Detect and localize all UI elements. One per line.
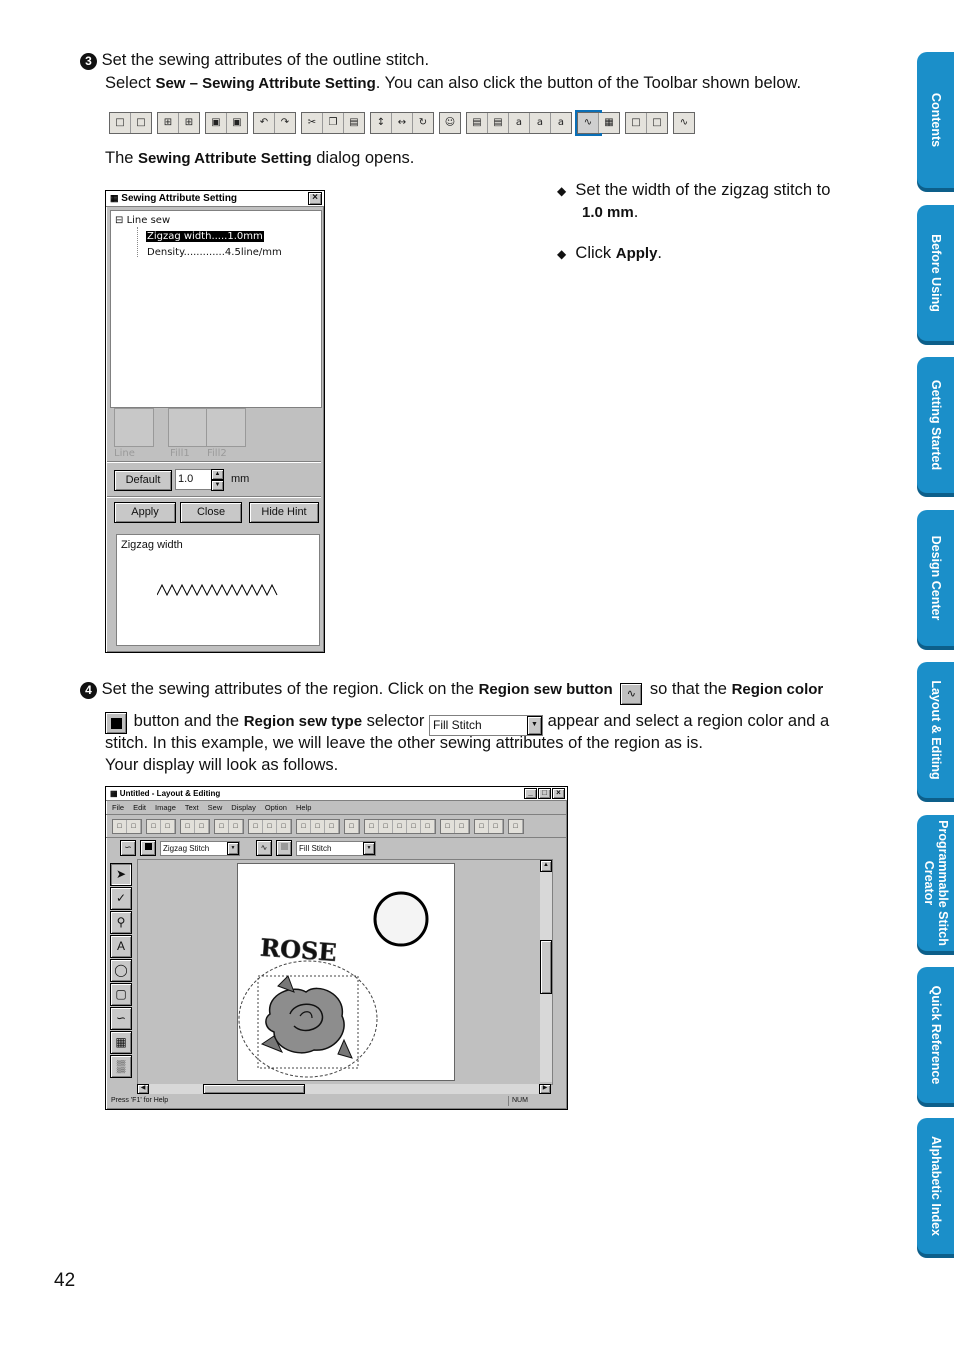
export-icon: ⊞ [179,113,199,133]
tree-root-label: Line sew [126,215,171,226]
preview-icon[interactable]: □ [475,820,489,833]
save-as-icon: ▣ [227,113,247,133]
side-tab-label: Layout & Editing [928,680,943,780]
design-canvas [238,864,454,1080]
minimize-icon[interactable]: _ [524,788,537,799]
new-icon[interactable]: □ [113,820,127,833]
paste-icon[interactable]: □ [277,820,291,833]
save-icon: ▣ [206,113,227,133]
step4-l1-pre: Set the sewing attributes of the region. Click on the [101,680,479,698]
step4-l2-mid: selector [362,712,429,730]
outline-tool-icon[interactable]: ▢ [110,983,132,1006]
app-toolbar-group [112,819,142,834]
swatch-label-line: Line [114,448,135,459]
toolbar-group [625,112,668,134]
app-toolbar-group [296,819,340,834]
h-scroll-thumb[interactable] [203,1084,305,1094]
rotate-icon[interactable]: □ [325,820,339,833]
toolbar-group [109,112,152,134]
side-tab-label: Getting Started [928,379,943,471]
fill2-color-swatch[interactable] [206,408,246,447]
copy-icon[interactable]: □ [263,820,277,833]
import-icon[interactable]: □ [147,820,161,833]
toolbar-group [205,112,248,134]
zigzag-value: 1.0 mm [582,204,634,221]
step-number-3: 3 [80,53,97,70]
toolbar-group [253,112,296,134]
fill1-color-swatch[interactable] [168,408,208,447]
toolbar-group [439,112,461,134]
status-help-text: Press 'F1' for Help [111,1097,169,1104]
side-tab-label: Alphabetic Index [928,1135,943,1237]
side-tab-alphabetic-index[interactable] [917,1118,954,1254]
sewing-order-icon: ▦ [599,113,619,133]
toolbar-group [157,112,200,134]
stamp-tool-icon[interactable]: ∽ [110,1007,132,1030]
text-arrange-icon[interactable]: □ [365,820,379,833]
app-toolbar-group [508,819,524,834]
step3-line3-pre: The [105,149,139,167]
bullet-1 [557,179,830,202]
paste-icon: ▤ [344,113,364,133]
menu-help[interactable]: Help [295,803,312,812]
wizard-icon[interactable]: □ [345,820,359,833]
text-tool-icon[interactable]: A [110,935,132,958]
text-abc2-icon: a [551,113,571,133]
tool-palette [110,863,134,1078]
region-sew-type-label: Region sew type [243,713,363,730]
tree-item-density[interactable]: Density.............4.5line/mm [147,247,282,258]
import-icon: ⊞ [158,113,179,133]
mirror-v-icon: ↕ [371,113,392,133]
vertical-scrollbar[interactable] [540,860,552,1082]
app-title: Untitled - Layout & Editing [119,789,221,798]
toolbar-group [466,112,572,134]
unit-label: mm [231,473,250,485]
preview-icon: □ [626,113,647,133]
close-button[interactable]: Close [180,502,242,523]
circle-shape[interactable] [375,893,427,945]
app-toolbar-group [474,819,504,834]
app-titlebar [106,787,567,801]
divider [107,496,321,498]
region-color-icon [105,712,127,734]
zigzag-width-stepper[interactable] [211,469,224,490]
apply-label: Apply [615,245,658,262]
open-icon: □ [131,113,151,133]
zoom-tool-icon[interactable]: ⚲ [110,911,132,934]
sewing-attribute-dialog [105,190,325,653]
dialog-title: Sewing Attribute Setting [121,193,238,204]
step3-line3-post: dialog opens. [311,149,415,167]
close-icon[interactable]: × [308,192,322,205]
measure-tool-icon[interactable]: ▒ [110,1055,132,1078]
redo-icon[interactable]: □ [229,820,243,833]
rose-text[interactable]: ROSE [259,932,338,967]
dropdown-arrow-icon: ▼ [527,716,542,735]
swatch-label-fill1: Fill1 [170,448,190,459]
toolbar-group [370,112,434,134]
save-as-icon[interactable]: □ [195,820,209,833]
region-sew-type-select[interactable] [296,841,376,856]
swatch-label-fill2: Fill2 [207,448,227,459]
step3-line2 [105,72,801,95]
menu-file[interactable]: File [112,803,125,812]
step4-l2-pre: button and the [129,712,244,730]
menu-image[interactable]: Image [155,803,176,812]
side-tab-layout-editing[interactable] [917,662,954,798]
select-tool-icon[interactable]: ➤ [110,863,132,886]
step3-line3 [105,147,414,170]
toolbar-group [301,112,365,134]
copy-icon: ❐ [323,113,344,133]
step4-l1-post: so that the [645,680,732,698]
step3-line2-post: . You can also click the button of the Toolbar shown below. [375,74,802,92]
manual-punch-tool-icon[interactable]: ▦ [110,1031,132,1054]
diamond-icon: ◆ [557,184,567,198]
diamond-icon: ◆ [557,247,567,261]
toolbar-group [673,112,695,134]
close-icon[interactable]: × [552,788,565,799]
hide-hint-button[interactable]: Hide Hint [249,502,319,523]
step4-line4: Your display will look as follows. [105,756,339,774]
zigzag-preview-icon [157,583,282,597]
mirror-v-icon[interactable]: □ [297,820,311,833]
bullet-1-period: . [633,203,639,221]
bullet-2-text: Click [575,244,616,262]
sew-attribute-bar [106,838,567,858]
divider [107,461,321,463]
scroll-thumb[interactable] [540,940,552,994]
rotate-icon: ↻ [413,113,433,133]
tree-item-zigzag-width[interactable]: Zigzag width.....1.0mm [147,231,263,242]
dialog-name: Sewing Attribute Setting [138,150,312,167]
app-toolbar-group [364,819,436,834]
stitch-simulator-icon: ∿ [674,113,694,133]
scroll-left-icon[interactable]: ◀ [137,1084,149,1094]
region-sew-button-label: Region sew button [478,681,613,698]
line-color-swatch[interactable] [114,408,154,447]
dropdown-arrow-icon[interactable]: ▼ [363,842,375,855]
horizontal-scrollbar[interactable] [137,1084,551,1094]
design-page[interactable] [237,863,455,1081]
text-arrange-icon: ▤ [467,113,488,133]
dialog-app-icon: ▦ [110,193,119,203]
undo-icon: ↶ [254,113,275,133]
text-fit-icon: ▤ [488,113,509,133]
save-icon[interactable]: □ [181,820,195,833]
region-sew-icon[interactable]: ∿ [256,840,272,856]
app-toolbar-group [214,819,244,834]
page-number: 42 [54,1270,76,1291]
hint-panel [116,534,320,646]
side-tab-programmable-stitch-creator[interactable] [917,815,954,951]
scroll-up-icon[interactable]: ▲ [540,860,552,872]
dialog-titlebar [106,191,324,207]
sewing-attribute-icon: ∿ [578,113,599,133]
step3-line2-pre: Select [105,74,156,92]
step4-line1 [80,678,823,705]
side-tab-label: Contents [928,92,943,148]
undo-icon[interactable]: □ [215,820,229,833]
wizard-icon: ☺ [440,113,460,133]
region-select-value: Fill Stitch [299,843,332,853]
toolbar [109,112,700,134]
stitch-simulator-icon[interactable]: □ [509,820,523,833]
menu-sew[interactable]: Sew [207,803,223,812]
menu-path: Sew – Sewing Attribute Setting [155,75,376,92]
cut-icon: ✂ [302,113,323,133]
menu-edit[interactable]: Edit [133,803,147,812]
line-color-icon[interactable] [140,840,156,856]
spin-up-icon[interactable]: ▲ [211,469,224,480]
app-toolbar-group [146,819,176,834]
tree-root[interactable] [115,215,170,226]
realistic-preview-icon: □ [647,113,667,133]
bullet-1-text: Set the width of the zigzag stitch to [575,181,831,199]
apply-button[interactable]: Apply [114,502,176,523]
side-tab-label: Quick Reference [928,985,943,1085]
region-sew-icon: ∿ [620,683,642,705]
select-value: Fill Stitch [433,718,482,732]
scroll-right-icon[interactable]: ▶ [539,1084,551,1094]
open-icon[interactable]: □ [127,820,141,833]
mirror-h-icon[interactable]: □ [311,820,325,833]
app-toolbar-group [248,819,292,834]
layout-editing-window [105,786,568,1110]
step3-line1: Set the sewing attributes of the outline stitch. [101,51,430,69]
region-color-icon[interactable] [276,840,292,856]
app-toolbar-group [344,819,360,834]
mirror-h-icon: ↔ [392,113,413,133]
menu-option[interactable]: Option [264,803,287,812]
rose-image[interactable] [262,976,352,1058]
step-number-4: 4 [80,682,97,699]
side-tab-label: Before Using [928,234,943,312]
collapse-icon[interactable]: ⊟ [115,215,124,226]
text-outline-icon: a [530,113,551,133]
app-toolbar-group [180,819,210,834]
menu-bar [106,801,567,814]
text-fit-icon[interactable]: □ [379,820,393,833]
spin-down-icon[interactable]: ▼ [211,480,224,491]
maximize-icon[interactable]: □ [538,788,551,799]
side-tab-quick-reference[interactable] [917,967,954,1103]
sewing-attribute-icon[interactable]: □ [441,820,455,833]
bullet-2-period: . [657,244,663,262]
app-toolbar [106,814,567,838]
zigzag-width-input[interactable]: 1.0 [175,469,213,490]
shape-tool-icon[interactable]: ◯ [110,959,132,982]
side-tab-design-center[interactable] [917,510,954,646]
status-num: NUM [508,1096,528,1106]
side-tab-label: Programmable Stitch Creator [921,820,950,946]
menu-text[interactable]: Text [184,803,199,812]
point-edit-tool-icon[interactable]: ✓ [110,887,132,910]
line-select-value: Zigzag Stitch [163,843,210,853]
line-sew-icon[interactable]: ∽ [120,840,136,856]
menu-display[interactable]: Display [231,803,256,812]
cut-icon[interactable]: □ [249,820,263,833]
app-icon: ▦ [110,789,118,798]
dropdown-arrow-icon[interactable]: ▼ [227,842,239,855]
default-button[interactable]: Default [114,470,172,491]
text-abc2-icon[interactable]: □ [421,820,435,833]
line-sew-type-select[interactable] [160,841,240,856]
text-abc-icon: a [509,113,530,133]
bullet-1-value [582,201,638,224]
side-tab-label: Design Center [928,535,943,621]
realistic-preview-icon[interactable]: □ [489,820,503,833]
sewing-order-icon[interactable]: □ [455,820,469,833]
status-bar [108,1096,563,1106]
attribute-tree [110,210,322,408]
new-icon: □ [110,113,131,133]
step4-l2-post: appear and select a region color and a [543,712,830,730]
work-area [137,859,553,1085]
redo-icon: ↷ [275,113,295,133]
text-abc-icon[interactable]: □ [393,820,407,833]
region-color-label: Region color [731,681,824,698]
tree-line [137,227,139,257]
step3-heading [80,49,429,71]
bullet-2 [557,242,662,265]
side-tab-before-using[interactable] [917,205,954,341]
toolbar-group [577,112,620,134]
text-outline-icon[interactable]: □ [407,820,421,833]
hint-title: Zigzag width [121,539,183,551]
export-icon[interactable]: □ [161,820,175,833]
step4-line3: stitch. In this example, we will leave the other sewing attributes of the region as is. [105,734,703,752]
side-tab-getting-started[interactable] [917,357,954,493]
app-toolbar-group [440,819,470,834]
side-tab-contents[interactable] [917,52,954,188]
